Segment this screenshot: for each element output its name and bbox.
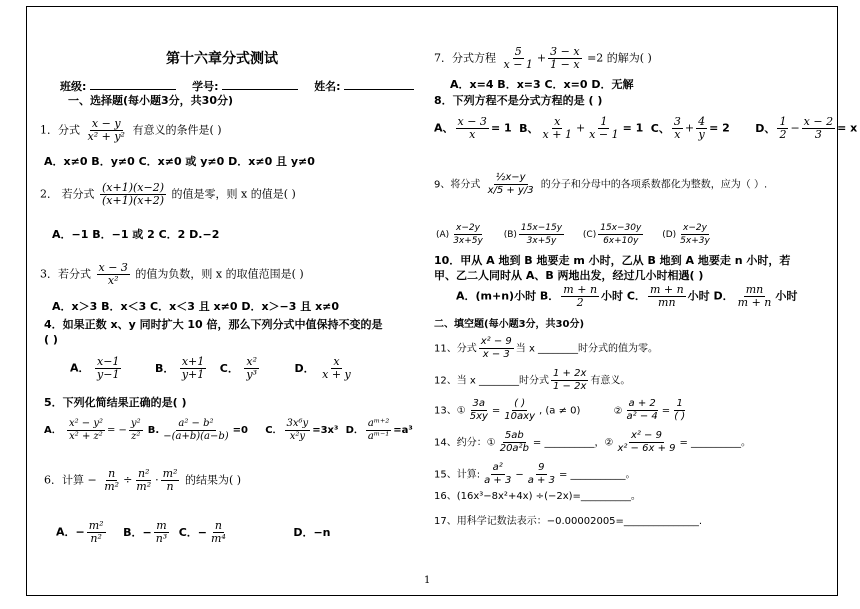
question-5: 5．下列化简结果正确的是( ) <box>44 396 187 409</box>
info-row <box>60 78 414 94</box>
page-title: 第十六章分式测试 <box>166 51 278 67</box>
question-6-options: A．− $\frac{\text{m²}}{\text{n²}}$ B．− $\frac{m}{\text{n³}}$ C．− $\frac{n}{\text{m⁴}}$ D．−n <box>56 519 331 545</box>
id-label: 学号: <box>192 80 219 93</box>
question-4-options: A． $\frac{x-1}{y-1}$ B． $\frac{x+1}{y+1}$ C． $\frac{\text{x²}}{\text{y³}}$ D． $\frac{x}{x + y}$ <box>70 355 351 381</box>
question-15: 15、计算: $\frac{\text{a²}}{a + 3}$ − $\frac{9}{a + 3}$ = ___________。 <box>434 462 636 486</box>
question-9: 9、将分式 $\frac{\text{½x−y}}{x/5 + y/3}$ 的分子和分母中的各项系数都化为整数，应为（ ）. <box>434 172 768 196</box>
question-2: 2． 若分式 $\frac{(x+1)(x-2)}{(x+1)(x+2)}$ 的值是零，则 x 的值是( ) <box>40 181 296 207</box>
question-9-options: (A) $\frac{x-2y}{3x+5y}$ (B) $\frac{15x-15y}{3x+5y}$ (C) $\frac{15x-30y}{6x+10y}$ (D) $\frac{x-2y}{5x+3y}$ <box>436 223 710 246</box>
question-1-options: A．x≠0 B．y≠0 C．x≠0 或 y≠0 D．x≠0 且 y≠0 <box>44 155 315 168</box>
question-8-options: A、 $\frac{x - 3}{x}$ = 1 B、 $\frac{x}{x + 1}$ + $\frac{1}{x - 1}$ = 1 C、 $\frac{3}{x}$ + $\frac{4}{y}$ = 2 D、 $\frac{1}{2}$ − $\frac{x - 2}{3}$ = x <box>434 115 858 141</box>
class-field[interactable] <box>90 78 176 90</box>
question-16: 16、(16x³−8x²+4x) ÷(−2x)=__________。 <box>434 491 641 502</box>
section-fill-title: 二、填空题(每小题3分，共30分) <box>434 319 585 330</box>
question-13: 13、① $\frac{3a}{5xy}$ = $\frac{( )}{\text{10axy}}$ , (a ≠ 0) ② $\frac{a + 2}{\text{a² − 4}}$ = $\frac{1}{( )}$ <box>434 398 686 422</box>
question-1: 1．分式 $\frac{x - y}{\text{x² + y²}}$ 有意义的条件是( ) <box>40 117 222 143</box>
question-12: 12、当 x ________时分式 $\frac{1 + 2x}{1 - 2x}$ 有意义。 <box>434 368 631 392</box>
question-11: 11、分式 $\frac{\text{x² − 9}}{x - 3}$ 当 x ________时分式的值为零。 <box>434 336 659 360</box>
q1-fraction: $\frac{x - y}{\text{x² + y²}}$ <box>87 117 125 143</box>
page-number: 1 <box>424 575 431 586</box>
name-field[interactable] <box>344 78 414 90</box>
id-field[interactable] <box>222 78 298 90</box>
question-10-line1: 10．甲从 A 地到 B 地要走 m 小时，乙从 B 地到 A 地要走 n 小时，若 <box>434 254 791 267</box>
q3-fraction: $\frac{x - 3}{\text{x²}}$ <box>98 261 128 287</box>
section-choice-title: 一、选择题(每小题3分，共30分) <box>68 94 234 107</box>
question-5-options: A． $\frac{\text{x² − y²}}{\text{x² + z²}}$ = − $\frac{\text{y²}}{\text{z²}}$ B. $\frac{\text{a² − b²}}{-(a+b)(a-b)}$ =0 C． $\frac{\text{3x⁶y}}{\text{x²y}}$ =3x³ D． $\frac{\text{aᵐ⁺²}}{\text{aᵐ⁻¹}}$ =a³ <box>44 418 413 442</box>
question-17: 17、用科学记数法表示：−0.00002005=_______________. <box>434 516 703 527</box>
question-3-options: A．x＞3 B．x＜3 C．x＜3 且 x≠0 D．x＞−3 且 x≠0 <box>52 300 340 313</box>
name-label: 姓名: <box>314 80 341 93</box>
question-10-line2: 甲、乙二人同时从 A、B 两地出发，经过几小时相遇( ) <box>434 269 704 282</box>
question-3: 3．若分式 $\frac{x - 3}{\text{x²}}$ 的值为负数，则 x 的取值范围是( ) <box>40 261 304 287</box>
question-2-options: A．−1 B．−1 或 2 C．2 D.−2 <box>52 228 220 241</box>
question-6: 6．计算 − $\frac{n}{\text{m²}}$ ÷ $\frac{\text{n²}}{\text{m²}}$ · $\frac{\text{m²}}{n}$ 的结果为( ) <box>44 467 242 493</box>
question-8: 8．下列方程不是分式方程的是 ( ) <box>434 94 603 107</box>
question-14: 14、约分：① $\frac{5ab}{\text{20a²b}}$ = __________，② $\frac{\text{x² − 9}}{\text{x² − 6x + 9}}$ = __________。 <box>434 430 752 454</box>
question-10-options: A．(m+n)小时 B． $\frac{m + n}{2}$ 小时 C． $\frac{m + n}{mn}$ 小时 D． $\frac{mn}{m + n}$ 小时 <box>456 283 798 309</box>
class-label: 班级: <box>60 80 87 93</box>
question-4: 4．如果正数 x、y 同时扩大 10 倍，那么下列分式中值保持不变的是 <box>44 318 383 331</box>
question-7-options: A．x=4 B．x=3 C．x=0 D．无解 <box>450 78 634 91</box>
q2-fraction: $\frac{(x+1)(x-2)}{(x+1)(x+2)}$ <box>102 181 165 207</box>
question-4-paren: ( ) <box>44 333 58 346</box>
question-7: 7．分式方程 $\frac{5}{x - 1}$ + $\frac{3 - x}{1 - x}$ =2 的解为( ) <box>434 45 652 71</box>
